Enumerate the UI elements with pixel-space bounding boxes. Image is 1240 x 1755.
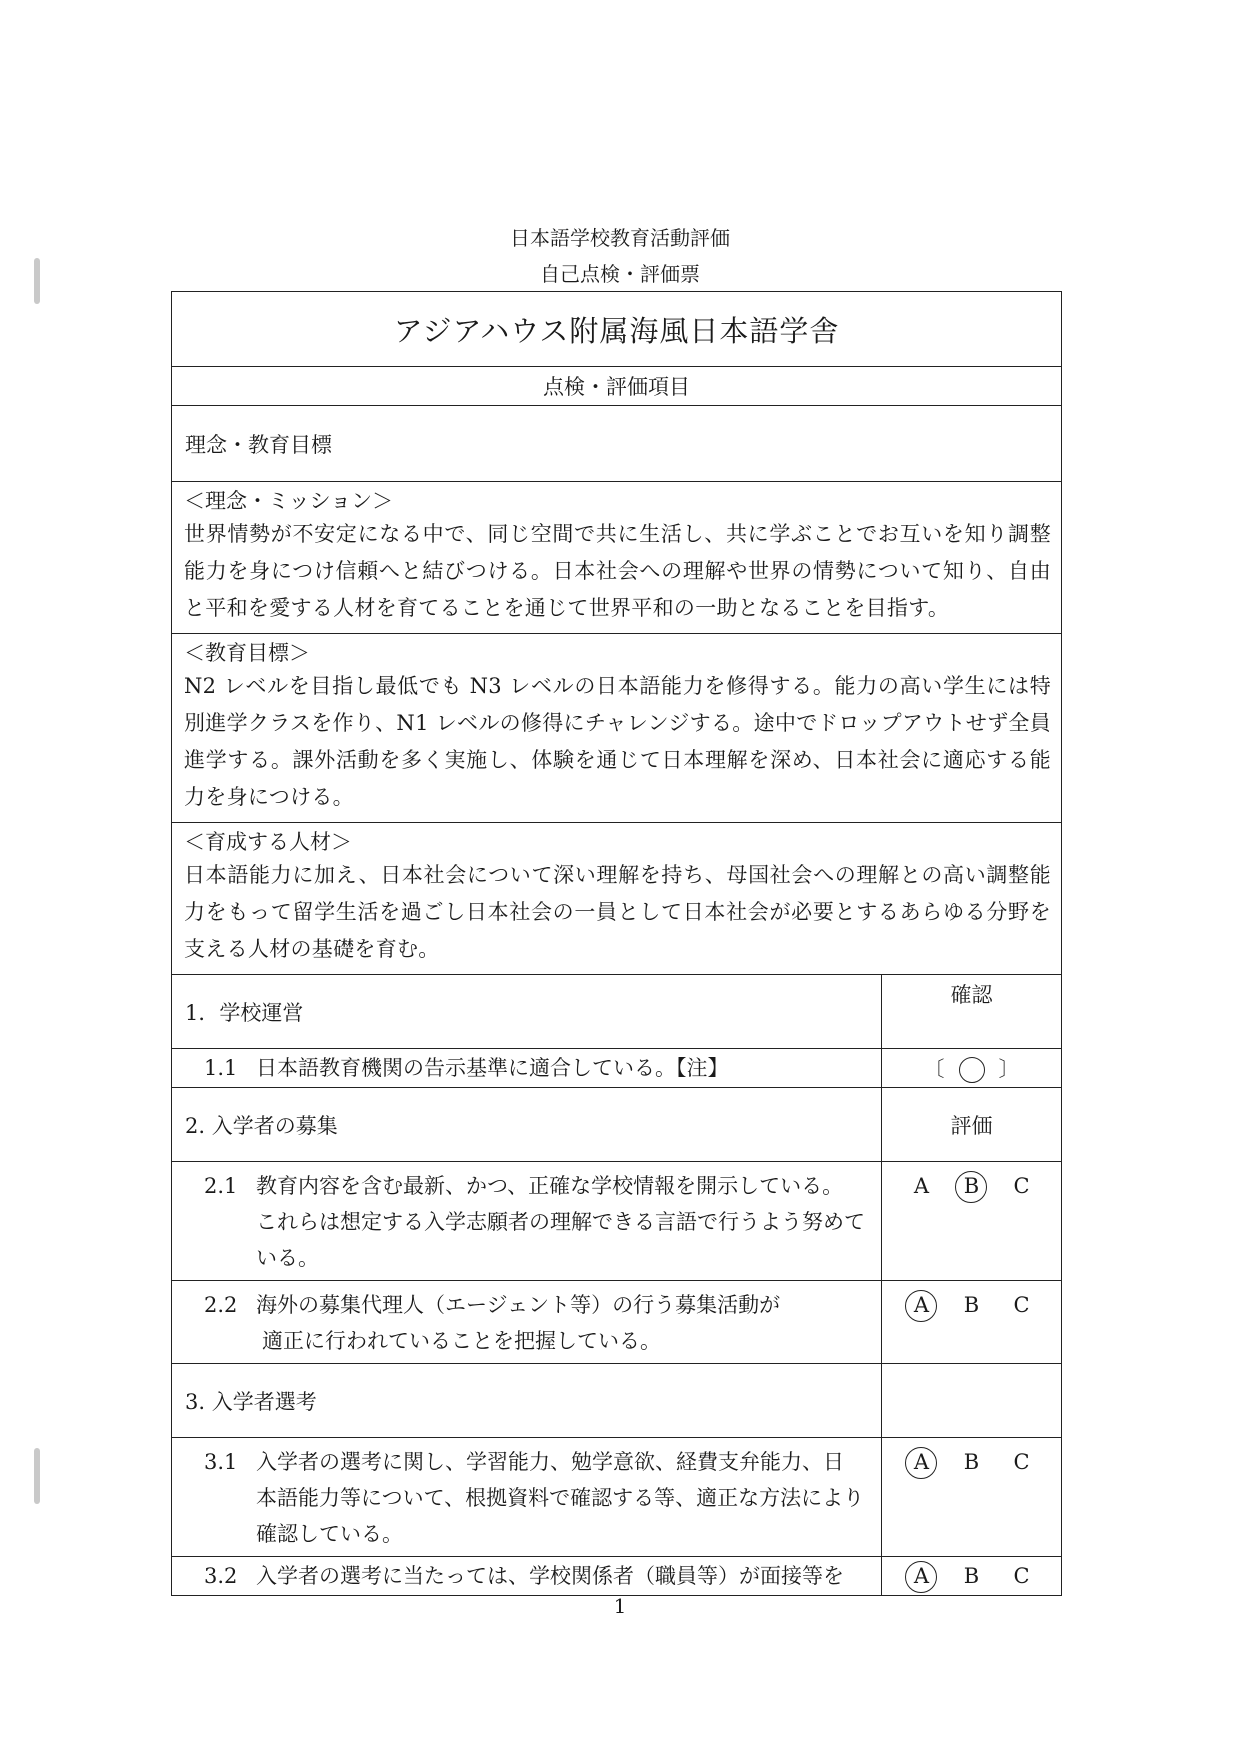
philosophy-row xyxy=(172,406,1062,482)
grade-a-selected[interactable]: A xyxy=(911,1558,933,1594)
item-number: 2.1 xyxy=(204,1174,238,1198)
grade-a[interactable]: A xyxy=(913,1174,930,1198)
page-number: 1 xyxy=(613,1594,627,1618)
section-3-row xyxy=(172,1364,1062,1438)
talent-title: ＜育成する人材＞ xyxy=(184,830,352,854)
item-2-2-row xyxy=(172,1281,1062,1364)
item-3-2-row xyxy=(172,1557,1062,1596)
mission-block xyxy=(172,482,1062,634)
confirm-heading: 確認 xyxy=(882,975,1062,1049)
section-1-label: 1．学校運営 xyxy=(172,975,882,1049)
section-2-row xyxy=(172,1088,1062,1162)
grade-c[interactable]: C xyxy=(1013,1293,1030,1317)
mission-title: ＜理念・ミッション＞ xyxy=(184,489,394,513)
item-text-rest: これらは想定する入学志願者の理解できる言語で行うよう努めている。 xyxy=(256,1210,865,1270)
rating-cell[interactable] xyxy=(882,1557,1062,1596)
grade-b[interactable]: B xyxy=(963,1293,980,1317)
grade-c[interactable]: C xyxy=(1013,1450,1030,1474)
rating-heading: 評価 xyxy=(882,1088,1062,1162)
rating-cell[interactable] xyxy=(882,1162,1062,1281)
school-name-row xyxy=(172,292,1062,367)
item-number: 3.1 xyxy=(204,1450,238,1474)
items-heading: 点検・評価項目 xyxy=(172,367,1062,406)
item-text-first-line: 海外の募集代理人（エージェント等）の行う募集活動が xyxy=(256,1293,781,1317)
item-number: 3.2 xyxy=(204,1564,238,1588)
grade-c[interactable]: C xyxy=(1013,1174,1030,1198)
grade-c[interactable]: C xyxy=(1013,1564,1030,1588)
rating-cell[interactable] xyxy=(882,1281,1062,1364)
item-3-2 xyxy=(172,1557,882,1596)
item-text-rest: 本語能力等について、根拠資料で確認する等、適正な方法により確認している。 xyxy=(256,1486,865,1546)
staple-mark xyxy=(34,1448,40,1504)
check-circle-icon xyxy=(959,1057,985,1083)
talent-body: 日本語能力に加え、日本社会について深い理解を持ち、母国社会への理解との高い調整能力をもって留学生活を過ごし日本社会の一員として日本社会が必要とするあらゆる分野を支える人材の基礎を育む。 xyxy=(184,863,1051,961)
item-2-1 xyxy=(172,1162,882,1281)
document-subtitle: 自己点検・評価票 xyxy=(540,262,700,286)
items-heading-row xyxy=(172,367,1062,406)
bracket-open: 〔 xyxy=(923,1056,945,1081)
item-3-1 xyxy=(172,1438,882,1557)
section-3-label: 3. 入学者選考 xyxy=(172,1364,882,1438)
item-text-rest: 適正に行われていることを把握している。 xyxy=(262,1329,661,1353)
item-2-2 xyxy=(172,1281,882,1364)
mission-body: 世界情勢が不安定になる中で、同じ空間で共に生活し、共に学ぶことでお互いを知り調整能力を身につけ信頼へと結びつける。日本社会への理解や世界の情勢について知り、自由と平和を愛する人材を育てることを通じて世界平和の一助となることを目指す。 xyxy=(184,522,1051,620)
talent-block xyxy=(172,823,1062,975)
item-2-1-row xyxy=(172,1162,1062,1281)
evaluation-table xyxy=(171,291,1062,1596)
grade-b-selected[interactable]: B xyxy=(961,1168,983,1204)
grade-b[interactable]: B xyxy=(963,1564,980,1588)
item-text-first-line: 教育内容を含む最新、かつ、正確な学校情報を開示している。 xyxy=(256,1174,844,1198)
goals-block xyxy=(172,634,1062,823)
item-3-1-row xyxy=(172,1438,1062,1557)
mission-row xyxy=(172,482,1062,634)
grade-a-selected[interactable]: A xyxy=(911,1444,933,1480)
confirm-mark[interactable] xyxy=(882,1049,1062,1088)
item-1-1-row xyxy=(172,1049,1062,1088)
goals-title: ＜教育目標＞ xyxy=(184,641,310,665)
grade-a-selected[interactable]: A xyxy=(911,1287,933,1323)
item-1-1 xyxy=(172,1049,882,1088)
philosophy-heading: 理念・教育目標 xyxy=(172,406,1062,482)
bracket-close: 〕 xyxy=(998,1056,1020,1081)
section-3-right xyxy=(882,1364,1062,1438)
goals-body: N2 レベルを目指し最低でも N3 レベルの日本語能力を修得する。能力の高い学生には特別進学クラスを作り、N1 レベルの修得にチャレンジする。途中でドロップアウトせず全員進学する。課外活動を多く実施し、体験を通じて日本理解を深め、日本社会に適応する能力を身につける。 xyxy=(184,674,1051,809)
grade-b[interactable]: B xyxy=(963,1450,980,1474)
item-number: 2.2 xyxy=(204,1293,238,1317)
document-title: 日本語学校教育活動評価 xyxy=(510,226,730,250)
section-2-label: 2. 入学者の募集 xyxy=(172,1088,882,1162)
item-text-first-line: 入学者の選考に関し、学習能力、勉学意欲、経費支弁能力、日 xyxy=(256,1450,844,1474)
item-number: 1.1 xyxy=(204,1056,238,1080)
goals-row xyxy=(172,634,1062,823)
item-text-first-line: 入学者の選考に当たっては、学校関係者（職員等）が面接等を xyxy=(256,1564,844,1588)
school-name: アジアハウス附属海風日本語学舎 xyxy=(172,292,1062,367)
section-1-row xyxy=(172,975,1062,1049)
talent-row xyxy=(172,823,1062,975)
item-text: 日本語教育機関の告示基準に適合している。【注】 xyxy=(256,1056,729,1080)
rating-cell[interactable] xyxy=(882,1438,1062,1557)
